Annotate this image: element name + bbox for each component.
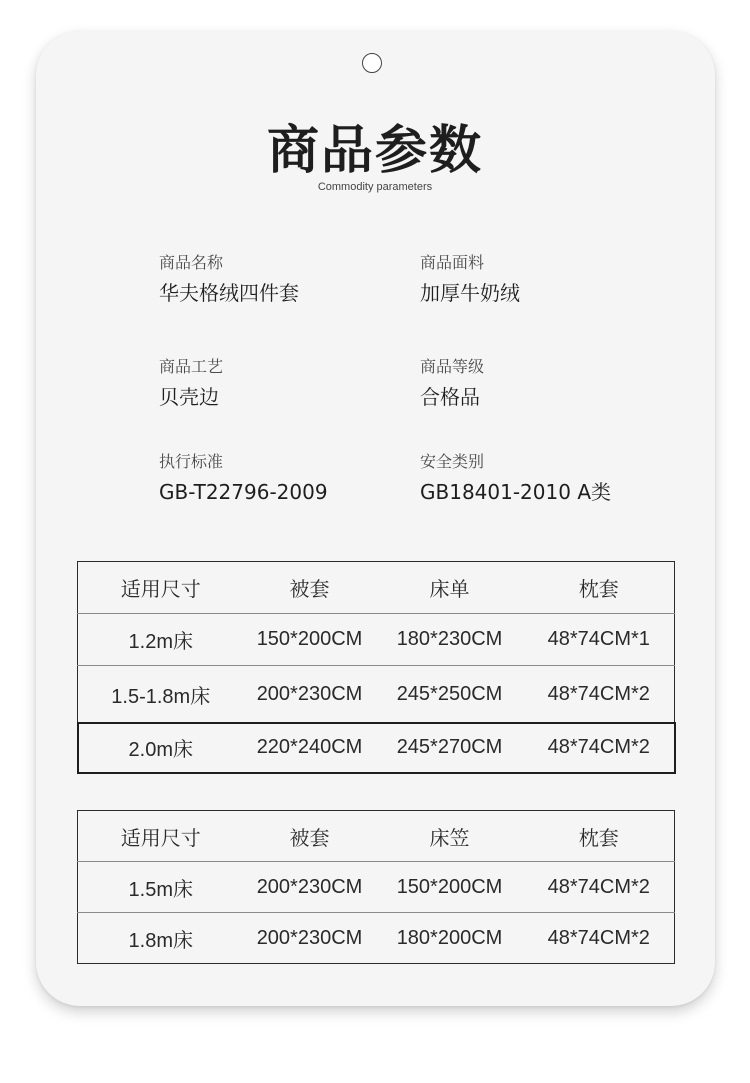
table-cell: 180*200CM: [376, 913, 524, 964]
table-row: [78, 913, 675, 964]
param-value: 合格品: [420, 385, 480, 409]
hang-hole-icon: [362, 53, 382, 73]
table-cell: 200*230CM: [244, 913, 376, 964]
table-cell: 1.2m床: [78, 614, 244, 666]
table-header-cell: 被套: [289, 579, 330, 601]
table-header-cell: 床单: [429, 579, 470, 601]
param-label: 商品名称: [159, 253, 224, 272]
param-label: 商品面料: [420, 253, 485, 272]
table-cell: 48*74CM*2: [524, 723, 675, 773]
param-grade: [420, 356, 660, 411]
table-cell: 1.8m床: [78, 913, 244, 964]
table-row: [78, 666, 675, 723]
page-title: 商品参数: [266, 121, 483, 181]
param-product-name: [159, 252, 399, 307]
table-cell: 48*74CM*2: [524, 913, 675, 964]
table-header-cell: 被套: [289, 827, 330, 850]
param-fabric: [420, 252, 660, 307]
table-cell: 245*270CM: [376, 723, 524, 773]
table-header-cell: 枕套: [578, 579, 619, 601]
param-craft: [159, 356, 399, 411]
table-cell: 48*74CM*2: [524, 666, 675, 723]
table-cell: 1.5m床: [78, 862, 244, 913]
table-row-highlighted: [78, 723, 675, 773]
size-table-fitted: [77, 810, 675, 964]
table-cell: 200*230CM: [244, 862, 376, 913]
page-subtitle: Commodity parameters: [317, 181, 433, 193]
table-cell: 2.0m床: [78, 723, 244, 773]
param-standard: [159, 451, 399, 506]
table-cell: 1.5-1.8m床: [78, 666, 244, 723]
table-header-cell: 床笠: [429, 827, 470, 850]
param-safety: [420, 451, 660, 506]
table-cell: 220*240CM: [244, 723, 376, 773]
table-cell: 48*74CM*1: [524, 614, 675, 666]
table-cell: 200*230CM: [244, 666, 376, 723]
param-label: 安全类别: [420, 452, 485, 471]
table-cell: 245*250CM: [376, 666, 524, 723]
table-header-cell: 适用尺寸: [120, 579, 201, 601]
param-value: 华夫格绒四件套: [159, 281, 299, 305]
param-label: 执行标准: [159, 452, 224, 471]
table-cell: 150*200CM: [244, 614, 376, 666]
param-value: 贝壳边: [159, 385, 219, 409]
size-table-sheet: [77, 561, 675, 773]
table-row: [78, 862, 675, 913]
table-header-cell: 适用尺寸: [120, 827, 201, 850]
table-cell: 150*200CM: [376, 862, 524, 913]
table-header-row: [78, 811, 675, 862]
table-cell: 48*74CM*2: [524, 862, 675, 913]
param-label: 商品工艺: [159, 357, 224, 376]
table-cell: 180*230CM: [376, 614, 524, 666]
param-value: GB18401-2010 A类: [420, 480, 611, 504]
table-header-cell: 枕套: [578, 827, 619, 850]
param-value: 加厚牛奶绒: [420, 281, 520, 305]
table-header-row: [78, 562, 675, 614]
table-row: [78, 614, 675, 666]
param-label: 商品等级: [420, 357, 485, 376]
param-value: GB-T22796-2009: [159, 480, 328, 504]
